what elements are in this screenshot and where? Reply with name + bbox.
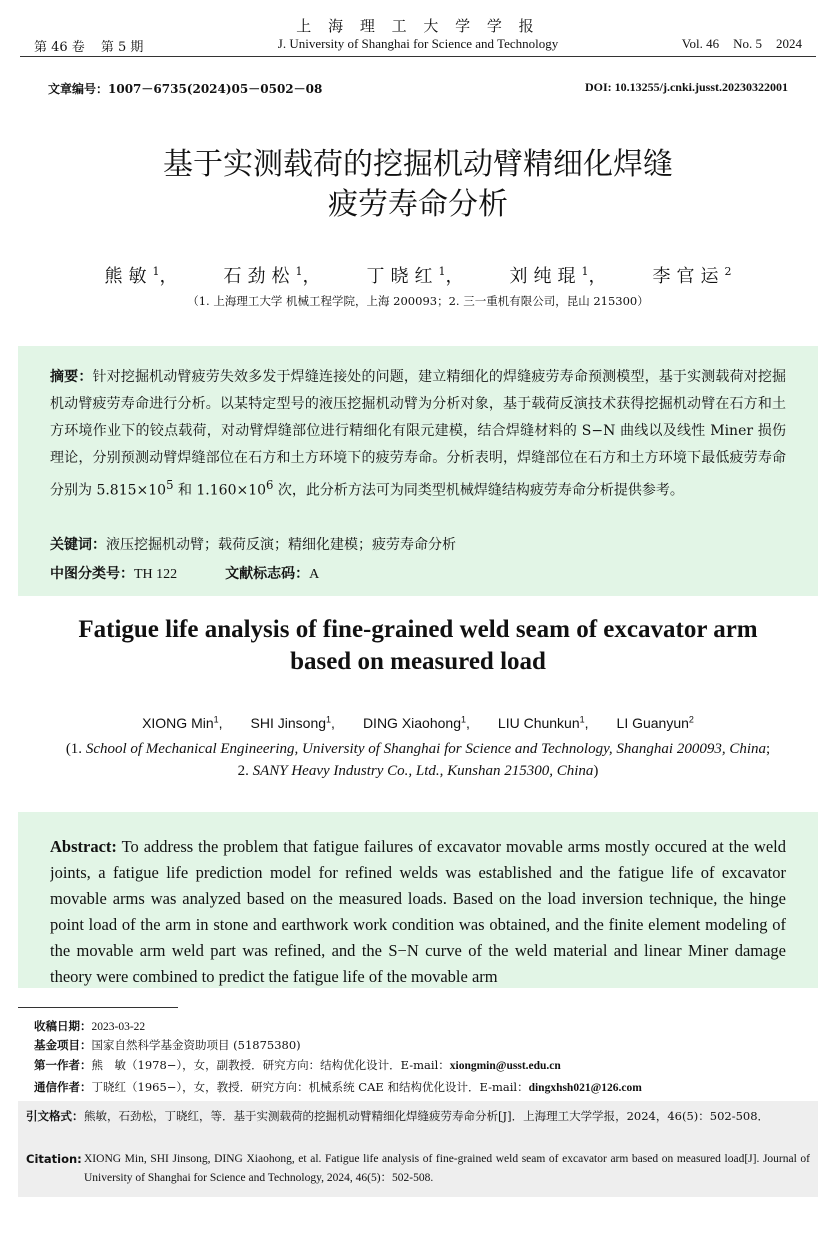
- first-author-email[interactable]: xiongmin@usst.edu.cn: [449, 1060, 561, 1072]
- title-cn: [0, 145, 836, 225]
- abstract-en: [50, 834, 786, 986]
- author-en: XIONG Min$^1$,: [142, 714, 223, 731]
- author-en: SHI Jinsong$^1$,: [250, 714, 335, 731]
- affiliation-en-line-1: (1. School of Mechanical Engineering, University of Shanghai for Science and Technology, Shanghai 200093, China;: [65, 741, 771, 757]
- classification: [50, 563, 319, 583]
- author-cn: 丁晓红$^1$，: [366, 265, 470, 287]
- doc-code-label: 文献标志码：: [225, 566, 310, 582]
- author-cn: 李官运$^2$: [652, 265, 732, 287]
- header-rule: [20, 56, 816, 57]
- title-en-line-1: Fatigue life analysis of fine-grained weld seam of excavator arm: [78, 616, 758, 643]
- footnote-received: 收稿日期：2023-03-22: [34, 1019, 146, 1033]
- keywords-cn-label: 关键词：: [50, 537, 106, 553]
- year: 2024: [776, 36, 802, 51]
- doi[interactable]: DOI: 10.13255/j.cnki.jusst.20230322001: [584, 80, 788, 94]
- footnote-corresponding-author: 通信作者：丁晓红（1965−），女，教授．研究方向：机械系统 CAE 和结构优化设计．E-mail：dingxhsh021@126.com: [34, 1080, 642, 1094]
- author-en: LI Guanyun$^2$: [616, 714, 694, 731]
- author-en: LIU Chunkun$^1$,: [497, 714, 589, 731]
- volume-en: Vol. 46: [681, 36, 720, 51]
- article-number: 文章编号：1007－6735(2024)05－0502－08: [48, 82, 323, 96]
- author-cn: 熊敏$^1$，: [104, 265, 184, 287]
- abstract-cn: 摘要：针对挖掘机动臂疲劳失效多发于焊缝连接处的问题，建立精细化的焊缝疲劳寿命预测模型，基于实测载荷对挖掘机动臂疲劳寿命进行分析。以某特定型号的液压挖掘机动臂为分析对象，基于载荷反演技术获得挖掘机动臂在石方和土方环境作业下的铰点载荷，对动臂焊缝部位进行精细化有限元建模，结合焊缝材料的 S−N 曲线以及线性 Miner 损伤理论，分别预测动臂焊缝部位在石方和土方环境下的疲劳寿命。分析表明，焊缝部位在石方和土方环境下最低疲劳寿命分别为 $5.815\times 10^5$ 和 $1.160\times 10^6$ 次，此分析方法可为同类型机械焊缝结构疲劳寿命分析提供参考。: [50, 369, 787, 499]
- keywords-cn: [50, 534, 786, 554]
- issue-en: No. 5: [733, 36, 762, 51]
- running-header-right: [682, 36, 802, 52]
- footnote-fund: 基金项目：国家自然科学基金资助项目 (51875380): [34, 1038, 301, 1052]
- abstract-en-text: To address the problem that fatigue failures of excavator movable arms mostly occured at the weld joints, a fatigue life prediction model for refined welds was established and the fatigue life of excavator movable arms was analyzed based on the measured loads. Based on the load inversion technique, the hinge point load of the arm in stone and earthwork work condition was obtained, and the finite element modeling of the movable arm weld part was refined, and the S−N curve of the weld material and linear Miner damage theory were combined to predict the fatigue life of the movable arm: [50, 837, 786, 986]
- keywords-cn-value: 液压挖掘机动臂；载荷反演；精细化建模；疲劳寿命分析: [106, 537, 456, 553]
- volume-cn: 第 46 卷: [34, 40, 85, 55]
- authors-en: [0, 714, 836, 731]
- doc-code-value: A: [309, 567, 320, 582]
- journal-name-en: J. University of Shanghai for Science and Technology: [277, 36, 559, 51]
- issue-cn: 第 5 期: [100, 40, 144, 55]
- abstract-en-label: Abstract:: [50, 837, 117, 856]
- author-en: DING Xiaohong$^1$,: [362, 714, 470, 731]
- title-cn-line-2: 疲劳寿命分析: [328, 187, 508, 222]
- author-cn: 石劲松$^1$，: [223, 265, 327, 287]
- title-cn-line-1: 基于实测载荷的挖掘机动臂精细化焊缝: [163, 147, 673, 182]
- footnote-rule: [18, 1007, 178, 1008]
- journal-name-cn: 上 海 理 工 大 学 学 报: [296, 17, 540, 35]
- citation-cn: 引文格式： 熊敏，石劲松，丁晓红，等．基于实测载荷的挖掘机动臂精细化焊缝疲劳寿命分析[J]．上海理工大学学报，2024，46(5)：502-508．: [26, 1109, 770, 1123]
- affiliation-en-line-2: 2. SANY Heavy Industry Co., Ltd., Kunshan 215300, China): [237, 763, 599, 779]
- citation-en: Citation: XIONG Min, SHI Jinsong, DING Xiaohong, et al. Fatigue life analysis of fine-grained weld seam of excavator arm based on measured load[J]. Journal of University of Shanghai for Science and Technology, 2024, 46(5)：502-508.: [26, 1152, 810, 1184]
- title-en-line-2: based on measured load: [290, 648, 546, 675]
- authors-cn: [0, 262, 836, 288]
- title-en: [0, 614, 836, 678]
- clc-label: 中图分类号：: [50, 566, 134, 582]
- abstract-cn-label: 摘要：: [50, 369, 93, 385]
- corresponding-author-email[interactable]: dingxhsh021@126.com: [528, 1082, 642, 1094]
- clc-value: TH 122: [134, 567, 178, 582]
- footnote-first-author: 第一作者：熊 敏（1978−），女，副教授．研究方向：结构优化设计．E-mail：xiongmin@usst.edu.cn: [34, 1058, 561, 1072]
- affiliation-en: [0, 738, 836, 782]
- affiliation-cn: （1. 上海理工大学 机械工程学院，上海 200093；2. 三一重机有限公司，昆山 215300）: [187, 294, 649, 308]
- author-cn: 刘纯琨$^1$，: [509, 265, 613, 287]
